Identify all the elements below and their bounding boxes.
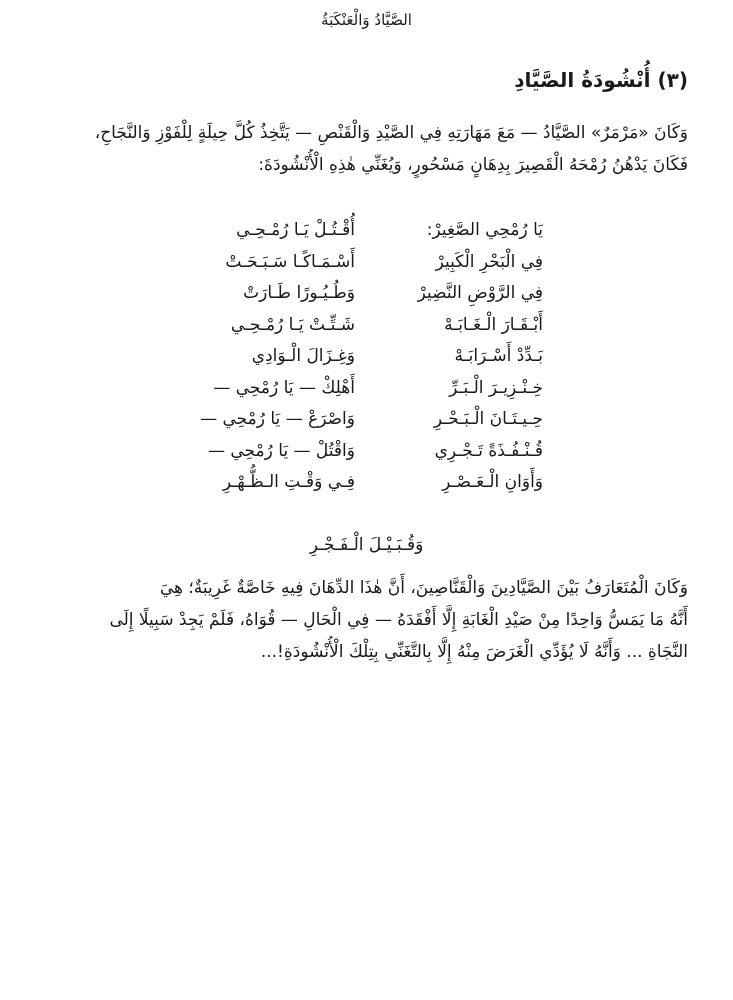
running-header: الصَّيَّادُ وَالْعَنْكَبَةُ	[321, 11, 412, 29]
verse-second-hemistich: وَغِـزَالَ الْـوَادِي	[251, 346, 355, 366]
verse-first-hemistich: فِي الْبَحْرِ الْكَبِيرْ	[435, 251, 543, 272]
intro-line: فَكَانَ يَدْهُنُ رُمْحَهُ الْقَصِيرَ بِدِهَانٍ مَسْحُورٍ، وَيُغَنِّي هٰذِهِ الْأُنْشُودَةَ:	[258, 155, 688, 175]
intro-line: وَكَانَ «مَرْمَرٌ» الصَّيَّادُ — مَعَ مَهَارَتِهِ فِي الصَّيْدِ وَالْقَنْصِ — يَتَّخِذُ كُلَّ حِيلَةٍ لِلْفَوْزِ وَالنَّجَاحِ،	[94, 123, 688, 143]
poem-final-line: وَقُـبَـيْـلَ الْـفَـجْـرِ	[309, 535, 424, 555]
verse-first-hemistich: بَـدِّدْ أَسْـرَابَـهْ	[454, 346, 543, 366]
poem-verse	[0, 436, 733, 468]
closing-line: النَّجَاةِ ... وَأَنَّهُ لَا يُؤَدِّي الْغَرَضَ مِنْهُ إِلَّا بِالتَّغَنِّي بِتِلْكَ الْأُنْشُودَةِ!...	[260, 642, 688, 662]
poem-verse	[0, 373, 733, 405]
poem-verse	[0, 247, 733, 279]
poem-verse	[0, 404, 733, 436]
closing-line: وَكَانَ الْمُتَعَارَفُ بَيْنَ الصَّيَّادِينَ وَالْقَنَّاصِينَ، أَنَّ هٰذَا الدِّهَانَ فِيهِ خَاصَّةٌ غَرِيبَةٌ؛ هِيَ	[159, 578, 688, 598]
verse-second-hemistich: أَهْلِكْ — يَا رُمْحِي —	[213, 377, 355, 398]
closing-paragraph	[38, 572, 688, 668]
verse-first-hemistich: وَأَوَانِ الْـعَـصْـرِ	[442, 472, 543, 492]
intro-paragraph	[38, 117, 688, 181]
poem-verse	[0, 215, 733, 247]
verse-first-hemistich: حِـيـتَـانَ الْـبَـحْـرِ	[433, 409, 543, 429]
closing-line: أَنَّهُ مَا يَمَسُّ وَاحِدًا مِنْ صَيْدِ الْغَابَةِ إِلَّا أَفْقَدَهُ — فِي الْحَالِ — قُوَاهُ، فَلَمْ يَجِدْ سَبِيلًا إِلَى	[109, 610, 688, 630]
verse-second-hemistich: وَاقْتُلْ — يَا رُمْحِي —	[207, 440, 355, 461]
poem	[0, 215, 733, 555]
section-title: (٣) أُنْشُودَةُ الصَّيَّادِ	[514, 68, 688, 92]
poem-verse	[0, 278, 733, 310]
verse-first-hemistich: أَبْـقَـارَ الْـغَـابَـهْ	[444, 314, 543, 335]
verse-first-hemistich: قُـنْـفُـذَةً تَـجْـرِي	[434, 440, 543, 461]
verse-second-hemistich: وَاصْرَعْ — يَا رُمْحِي —	[200, 409, 355, 429]
verse-second-hemistich: وَطُـيُـورًا طَـارَتْ	[243, 283, 355, 303]
verse-first-hemistich: خِـنْـزِيـرَ الْـبَـرِّ	[449, 377, 543, 398]
verse-first-hemistich: فِي الرَّوْضِ النَّضِيرْ	[417, 283, 543, 303]
verse-second-hemistich: أَسْـمَـاكًـا سَـبَـحَـتْ	[225, 251, 355, 272]
poem-verse	[0, 341, 733, 373]
poem-verse	[0, 310, 733, 342]
verse-second-hemistich: أُقْـتُـلْ يَـا رُمْـحِـي	[236, 220, 355, 240]
verse-second-hemistich: شَـتِّـتْ يَـا رُمْـحِـي	[230, 314, 355, 335]
verse-first-hemistich: يَا رُمْحِي الصَّغِيرْ:	[426, 220, 543, 240]
poem-verse	[0, 467, 733, 499]
verse-second-hemistich: فِـي وَقْـتِ الـظُّـهْـرِ	[222, 472, 355, 492]
